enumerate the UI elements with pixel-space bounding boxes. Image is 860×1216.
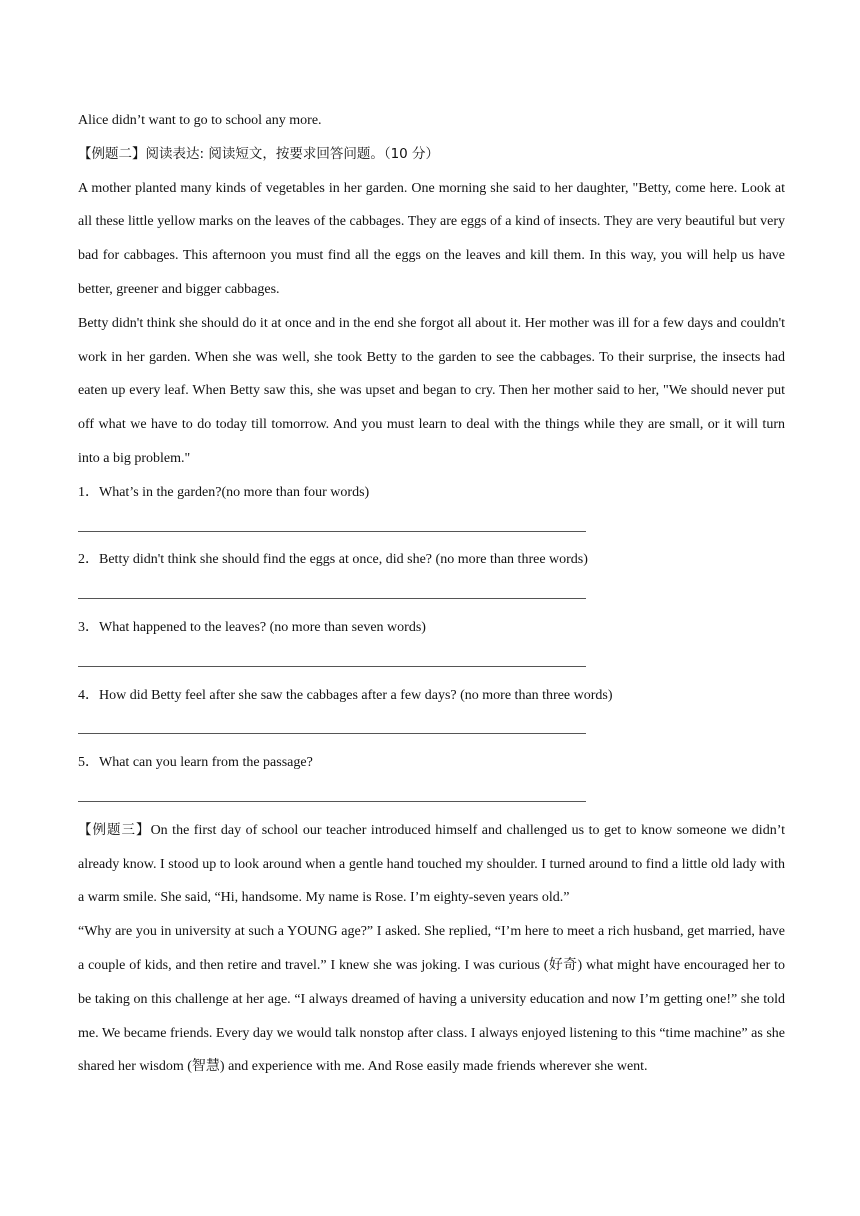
question-3: 3．What happened to the leaves? (no more than seven words)	[78, 619, 426, 635]
example2-heading: 【例题二】阅读表达: 阅读短文，按要求回答问题。（10 分）	[78, 145, 440, 162]
question-5: 5．What can you learn from the passage?	[78, 755, 313, 771]
example3-label: 【例题三】	[78, 821, 151, 838]
intro-line: Alice didn’t want to go to school any more.	[78, 113, 322, 128]
example3-paragraph-2: “Why are you in university at such a YOUNG age?” I asked. She replied, “I’m here to meet a rich husband, get married, have a couple of kids, and then retire and travel.” I knew she was joking. I was curious (好奇) what might have encouraged her to be taking on this challenge at her age. “I always dreamed of having a university education and now I’m getting one!” she told me. We became friends. Every day we would talk nonstop after class. I always enjoyed listening to this “time machine” as she shared her wisdom (智慧) and experience with me. And Rose easily made friends wherever she went.	[78, 924, 785, 1075]
answer-line-3[interactable]	[78, 645, 586, 679]
example3-paragraph-1-text: On the first day of school our teacher introduced himself and challenged us to get to know someone we didn’t already know. I stood up to look around when a gentle hand touched my shoulder. I turned around to find a little old lady with a warm smile. She said, “Hi, handsome. My name is Rose. I’m eighty-seven years old.”	[78, 822, 785, 906]
answer-line-4[interactable]	[78, 712, 586, 746]
answer-line-2[interactable]	[78, 577, 586, 611]
example2-paragraph-2: Betty didn't think she should do it at once and in the end she forgot all about it. Her mother was ill for a few days and couldn't work in her garden. When she was well, she took Betty to the garden to see the cabbages. To their surprise, the insects had eaten up every leaf. When Betty saw this, she was upset and began to cry. Then her mother said to her, "We should never put off what we have to do today till tomorrow. And you must learn to deal with the things while they are small, or it will turn into a big problem."	[78, 315, 785, 466]
example2-paragraph-1: A mother planted many kinds of vegetables in her garden. One morning she said to her daughter, "Betty, come here. Look at all these little yellow marks on the leaves of the cabbages. They are eggs of a kind of insects. They are very beautiful but very bad for cabbages. This afternoon you must find all the eggs on the leaves and kill them. In this way, you will help us have better, greener and bigger cabbages.	[78, 180, 785, 297]
question-4: 4．How did Betty feel after she saw the cabbages after a few days? (no more than three words)	[78, 687, 613, 703]
example3-paragraph-1	[78, 814, 785, 915]
question-1: 1．What’s in the garden?(no more than four words)	[78, 484, 370, 500]
answer-line-5[interactable]	[78, 780, 586, 814]
document-page	[78, 104, 785, 1084]
answer-line-1[interactable]	[78, 510, 586, 544]
question-2: 2．Betty didn't think she should find the eggs at once, did she? (no more than three words)	[78, 552, 588, 568]
